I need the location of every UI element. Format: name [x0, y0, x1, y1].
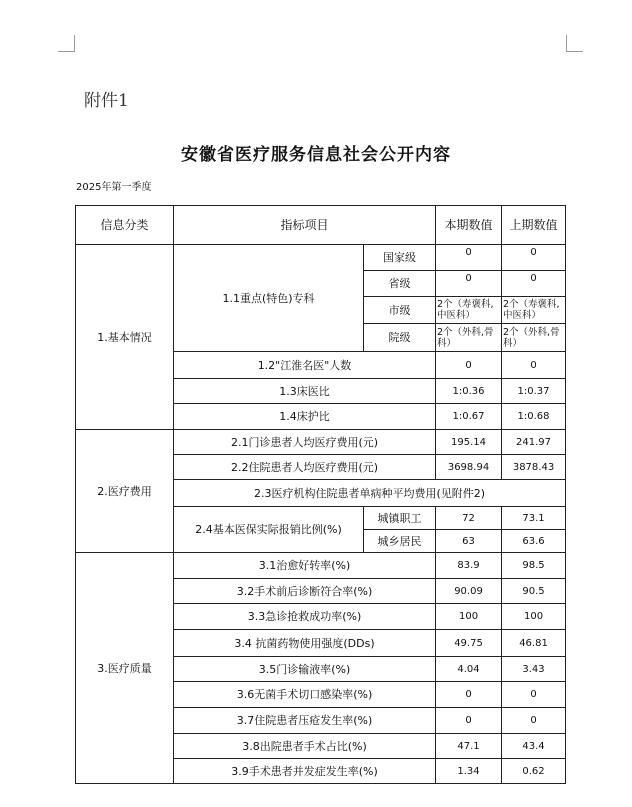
current-value: 83.9	[436, 553, 502, 579]
indicator-label: 3.3急诊抢救成功率(%)	[174, 604, 436, 630]
current-value: 0	[436, 682, 502, 708]
table-row	[76, 245, 566, 271]
indicator-label: 2.1门诊患者人均医疗费用(元)	[174, 430, 436, 455]
indicator-label: 1.4床护比	[174, 404, 436, 430]
indicator-label: 3.8出院患者手术占比(%)	[174, 734, 436, 759]
previous-value: 63.6	[502, 530, 566, 553]
current-value: 49.75	[436, 630, 502, 657]
current-value: 100	[436, 604, 502, 630]
current-value: 3698.94	[436, 455, 502, 480]
info-table	[75, 205, 566, 784]
header-previous: 上期数值	[502, 206, 566, 245]
insurance-sub-label: 城镇职工	[364, 507, 436, 530]
insurance-sub-label: 城乡居民	[364, 530, 436, 553]
previous-value: 0	[502, 245, 566, 271]
indicator-label: 3.6无菌手术切口感染率(%)	[174, 682, 436, 708]
indicator-label: 3.9手术患者并发症发生率(%)	[174, 759, 436, 784]
level-label: 市级	[364, 297, 436, 324]
previous-value: 0	[502, 708, 566, 734]
level-label: 省级	[364, 271, 436, 297]
current-value: 4.04	[436, 657, 502, 682]
category-quality: 3.医疗质量	[76, 553, 174, 784]
current-value: 63	[436, 530, 502, 553]
table-row	[76, 430, 566, 455]
previous-value: 2个（外科,骨科）	[502, 324, 566, 352]
current-value: 0	[436, 245, 502, 271]
indicator-label: 2.2住院患者人均医疗费用(元)	[174, 455, 436, 480]
previous-value: 0	[502, 682, 566, 708]
header-category: 信息分类	[76, 206, 174, 245]
indicator-label: 3.7住院患者压疮发生率(%)	[174, 708, 436, 734]
previous-value: 98.5	[502, 553, 566, 579]
indicator-label: 3.4 抗菌药物使用强度(DDs)	[174, 630, 436, 657]
category-basic: 1.基本情况	[76, 245, 174, 430]
indicator-label: 1.2"江淮名医"人数	[174, 352, 436, 379]
document-title: 安徽省医疗服务信息社会公开内容	[181, 145, 451, 165]
header-indicator: 指标项目	[174, 206, 436, 245]
current-value: 2个（寿褒科,中医科）	[436, 297, 502, 324]
previous-value: 0	[502, 271, 566, 297]
previous-value: 100	[502, 604, 566, 630]
current-value: 72	[436, 507, 502, 530]
previous-value: 73.1	[502, 507, 566, 530]
level-label: 国家级	[364, 245, 436, 271]
category-cost: 2.医疗费用	[76, 430, 174, 553]
indicator-label: 3.1治愈好转率(%)	[174, 553, 436, 579]
current-value: 1.34	[436, 759, 502, 784]
header-current: 本期数值	[436, 206, 502, 245]
indicator-label: 3.5门诊输液率(%)	[174, 657, 436, 682]
previous-value: 1:0.37	[502, 379, 566, 404]
page-corner-mark-right	[566, 35, 583, 52]
current-value: 195.14	[436, 430, 502, 455]
report-period: 2025年第一季度	[76, 182, 152, 193]
previous-value: 1:0.68	[502, 404, 566, 430]
previous-value: 0	[502, 352, 566, 379]
current-value: 1:0.36	[436, 379, 502, 404]
previous-value: 241.97	[502, 430, 566, 455]
header-row	[76, 206, 566, 245]
current-value: 2个（外科,骨科）	[436, 324, 502, 352]
previous-value: 90.5	[502, 579, 566, 604]
previous-value: 0.62	[502, 759, 566, 784]
single-disease-cost-note: 2.3医疗机构住院患者单病种平均费用(见附件2)	[174, 480, 566, 507]
indicator-label: 1.3床医比	[174, 379, 436, 404]
current-value: 90.09	[436, 579, 502, 604]
attachment-label: 附件1	[84, 91, 129, 111]
table-row	[76, 553, 566, 579]
level-label: 院级	[364, 324, 436, 352]
previous-value: 2个（寿褒科,中医科）	[502, 297, 566, 324]
insurance-label: 2.4基本医保实际报销比例(%)	[174, 507, 364, 553]
previous-value: 3.43	[502, 657, 566, 682]
current-value: 1:0.67	[436, 404, 502, 430]
current-value: 0	[436, 271, 502, 297]
current-value: 47.1	[436, 734, 502, 759]
page-corner-mark-left	[58, 35, 75, 52]
previous-value: 46.81	[502, 630, 566, 657]
previous-value: 43.4	[502, 734, 566, 759]
current-value: 0	[436, 708, 502, 734]
previous-value: 3878.43	[502, 455, 566, 480]
specialty-label: 1.1重点(特色)专科	[174, 245, 364, 352]
current-value: 0	[436, 352, 502, 379]
indicator-label: 3.2手术前后诊断符合率(%)	[174, 579, 436, 604]
